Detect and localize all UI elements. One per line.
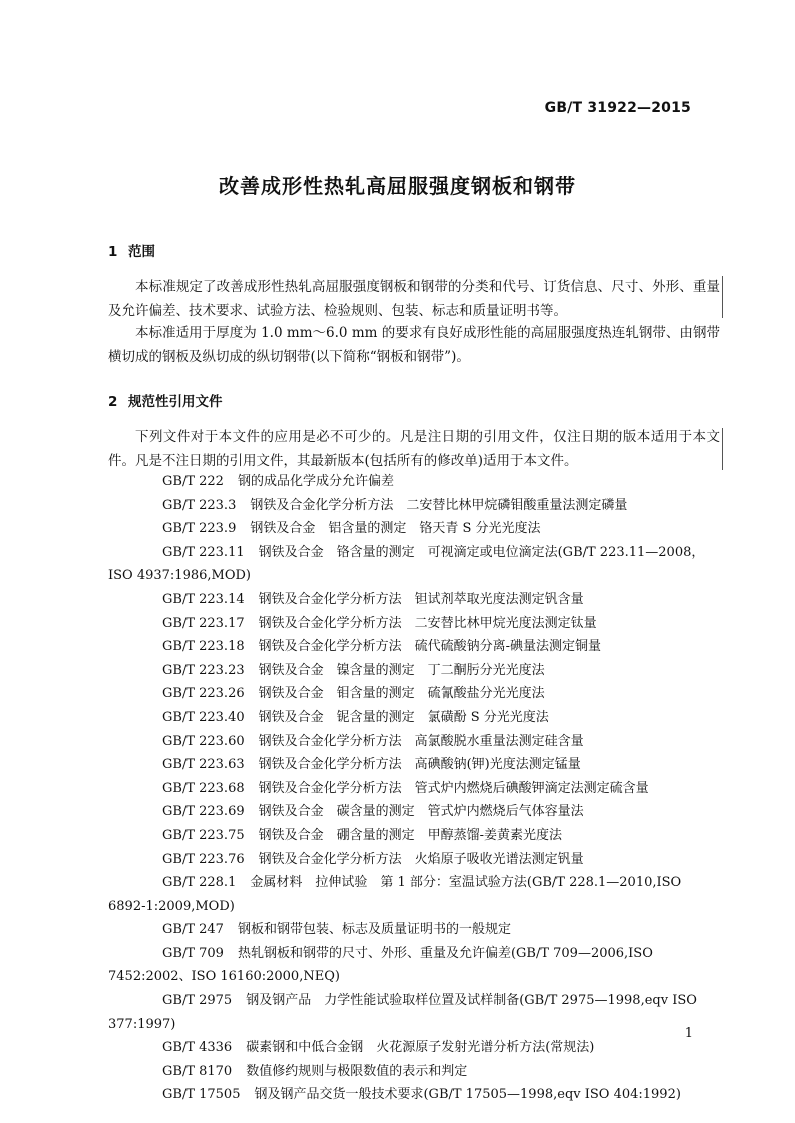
reference-item — [108, 730, 720, 754]
reference-item — [108, 588, 720, 612]
reference-item — [108, 635, 720, 659]
reference-code: GB/T 17505 — [162, 1087, 241, 1103]
reference-code: GB/T 4336 — [162, 1040, 233, 1056]
section-number: 2 — [108, 394, 118, 410]
reference-item — [108, 682, 720, 706]
reference-item — [108, 824, 720, 848]
reference-title: 钢铁及合金 硼含量的测定 甲醇蒸馏-姜黄素光度法 — [258, 827, 563, 843]
reference-title: 热轧钢板和钢带的尺寸、外形、重量及允许偏差(GB/T 709—2006,ISO 7452:2002、ISO 16160:2000,NEQ) — [108, 945, 653, 985]
reference-item — [108, 494, 720, 518]
reference-item — [108, 541, 720, 588]
change-bar — [722, 428, 723, 470]
reference-item — [108, 1083, 720, 1107]
document-title: 改善成形性热轧高屈服强度钢板和钢带 — [219, 174, 576, 198]
reference-code: GB/T 8170 — [162, 1063, 233, 1079]
reference-code: GB/T 223.26 — [162, 686, 245, 702]
reference-item — [108, 800, 720, 824]
scope-paragraph-1: 本标准规定了改善成形性热轧高屈服强度钢板和钢带的分类和代号、订货信息、尺寸、外形、重量及允许偏差、技术要求、试验方法、检验规则、包装、标志和质量证明书等。 — [108, 279, 720, 319]
reference-code: GB/T 223.69 — [162, 804, 245, 820]
reference-item — [108, 918, 720, 942]
reference-title: 钢铁及合金化学分析方法 火焰原子吸收光谱法测定钒量 — [258, 851, 584, 867]
reference-code: GB/T 247 — [162, 922, 224, 938]
reference-title: 数值修约规则与极限数值的表示和判定 — [246, 1063, 468, 1079]
reference-code: GB/T 223.40 — [162, 709, 245, 725]
reference-code: GB/T 223.63 — [162, 757, 245, 773]
reference-title: 钢铁及合金 钼含量的测定 硫氰酸盐分光光度法 — [258, 686, 545, 702]
scope-paragraph-2: 本标准适用于厚度为 1.0 mm～6.0 mm 的要求有良好成形性能的高屈服强度热连轧钢带、由钢带横切成的钢板及纵切成的纵切钢带(以下简称“钢板和钢带”)。 — [108, 325, 720, 365]
reference-title: 钢铁及合金化学分析方法 硫代硫酸钠分离-碘量法测定铜量 — [258, 639, 602, 655]
reference-item — [108, 942, 720, 989]
reference-code: GB/T 223.14 — [162, 591, 245, 607]
reference-title: 钢铁及合金化学分析方法 二安替比林甲烷光度法测定钛量 — [258, 615, 597, 631]
reference-title: 钢及钢产品交货一般技术要求(GB/T 17505—1998,eqv ISO 404:1992) — [254, 1087, 681, 1103]
section-title: 规范性引用文件 — [128, 394, 223, 410]
reference-title: 钢铁及合金 铬含量的测定 可视滴定或电位滴定法(GB/T 223.11—2008，ISO 4937:1986,MOD) — [108, 544, 705, 584]
reference-code: GB/T 223.75 — [162, 827, 245, 843]
reference-code: GB/T 228.1 — [162, 875, 237, 891]
reference-item — [108, 753, 720, 777]
reference-title: 钢铁及合金 碳含量的测定 管式炉内燃烧后气体容量法 — [258, 804, 584, 820]
reference-item — [108, 470, 720, 494]
reference-title: 钢铁及合金化学分析方法 钽试剂萃取光度法测定钒含量 — [258, 591, 584, 607]
reference-title: 钢铁及合金化学分析方法 高碘酸钠(钾)光度法测定锰量 — [258, 757, 581, 773]
reference-title: 钢铁及合金 铝含量的测定 铬天青 S 分光光度法 — [250, 521, 541, 537]
reference-item — [108, 871, 720, 918]
reference-title: 钢的成品化学成分允许偏差 — [237, 474, 394, 489]
reference-item — [108, 1060, 720, 1084]
reference-item — [108, 612, 720, 636]
reference-item — [108, 777, 720, 801]
reference-code: GB/T 223.60 — [162, 733, 245, 749]
reference-title: 钢铁及合金 铌含量的测定 氯磺酚 S 分光光度法 — [258, 709, 549, 725]
section-number: 1 — [108, 244, 118, 260]
standard-number: GB/T 31922—2015 — [544, 100, 691, 116]
reference-code: GB/T 223.23 — [162, 662, 245, 678]
reference-code: GB/T 2975 — [162, 993, 233, 1009]
reference-item — [108, 848, 720, 872]
section-1-heading — [108, 240, 155, 260]
reference-code: GB/T 223.3 — [162, 497, 237, 513]
section-2-heading — [108, 390, 223, 410]
change-bar — [722, 276, 723, 318]
reference-code: GB/T 223.18 — [162, 639, 245, 655]
reference-code: GB/T 222 — [162, 474, 224, 489]
reference-code: GB/T 223.68 — [162, 780, 245, 796]
reference-item — [108, 659, 720, 683]
reference-title: 钢铁及合金化学分析方法 高氯酸脱水重量法测定硅含量 — [258, 733, 584, 749]
reference-item — [108, 517, 720, 541]
page-number: 1 — [684, 1026, 693, 1041]
reference-code: GB/T 223.76 — [162, 851, 245, 867]
reference-title: 钢铁及合金 镍含量的测定 丁二酮肟分光光度法 — [258, 662, 545, 678]
references-intro: 下列文件对于本文件的应用是必不可少的。凡是注日期的引用文件，仅注日期的版本适用于本文件。凡是不注日期的引用文件，其最新版本(包括所有的修改单)适用于本文件。 — [108, 429, 720, 469]
reference-list — [108, 470, 720, 1107]
reference-title: 钢及钢产品 力学性能试验取样位置及试样制备(GB/T 2975—1998,eqv ISO 377:1997) — [108, 993, 697, 1032]
reference-title: 钢铁及合金化学分析方法 二安替比林甲烷磷钼酸重量法测定磷量 — [250, 497, 628, 513]
reference-code: GB/T 223.11 — [162, 544, 245, 560]
reference-item — [108, 1036, 720, 1060]
reference-title: 钢板和钢带包装、标志及质量证明书的一般规定 — [237, 922, 511, 938]
reference-code: GB/T 709 — [162, 945, 224, 961]
section-title: 范围 — [128, 244, 155, 260]
reference-title: 碳素钢和中低合金钢 火花源原子发射光谱分析方法(常规法) — [246, 1040, 595, 1056]
reference-code: GB/T 223.9 — [162, 521, 237, 537]
reference-item — [108, 706, 720, 730]
reference-item — [108, 989, 720, 1036]
reference-title: 金属材料 拉伸试验 第 1 部分：室温试验方法(GB/T 228.1—2010,ISO 6892-1:2009,MOD) — [108, 875, 682, 914]
reference-code: GB/T 223.17 — [162, 615, 245, 631]
reference-title: 钢铁及合金化学分析方法 管式炉内燃烧后碘酸钾滴定法测定硫含量 — [258, 780, 649, 796]
